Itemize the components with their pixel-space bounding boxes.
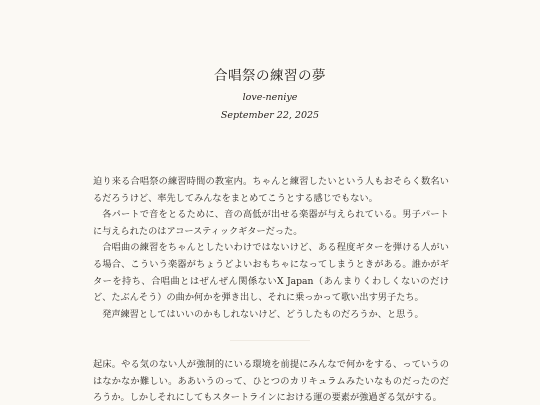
paragraph: 合唱曲の練習をちゃんとしたいわけではないけど、ある程度ギターを弾ける人がいる場合、こういう楽器がちょうどよいおもちゃになってしまうときがある。誰かがギターを持ち、合唱曲とはぜんぜん関係ないX Japan（あんまりくわしくないのだけど、たぶんそう）の曲か何かを弾き出し、それに乗っかって歌い出す男子たち。 (93, 242, 449, 304)
document-title: 合唱祭の練習の夢 (214, 68, 326, 84)
section-dream (93, 174, 449, 323)
document-date: September 22, 2025 (220, 110, 320, 121)
paragraph: 起床。やる気のない人が強制的にいる環境を前提にみんなで何かをする、っていうのはなかなか難しい。ああいうのって、ひとつのカリキュラムみたいなものだったのだろうか。しかしそれにしてもスタートラインにおける運の要素が強過ぎる気がする。 (93, 359, 449, 404)
document-author: love-neniye (242, 92, 298, 103)
section-divider (230, 340, 310, 341)
paragraph: 各パートで音をとるために、音の高低が出せる楽器が与えられている。男子パートに与えられたのはアコースティックギターだった。 (93, 209, 449, 237)
section-waking (93, 357, 449, 405)
paragraph: 迫り来る合唱祭の練習時間の教室内。ちゃんと練習したいという人もおそらく数名いるだろうけど、率先してみんなをまとめてこうとする感じでもない。 (93, 176, 449, 204)
paragraph: 発声練習としてはいいのかもしれないけど、どうしたものだろうか、と思う。 (102, 308, 424, 320)
